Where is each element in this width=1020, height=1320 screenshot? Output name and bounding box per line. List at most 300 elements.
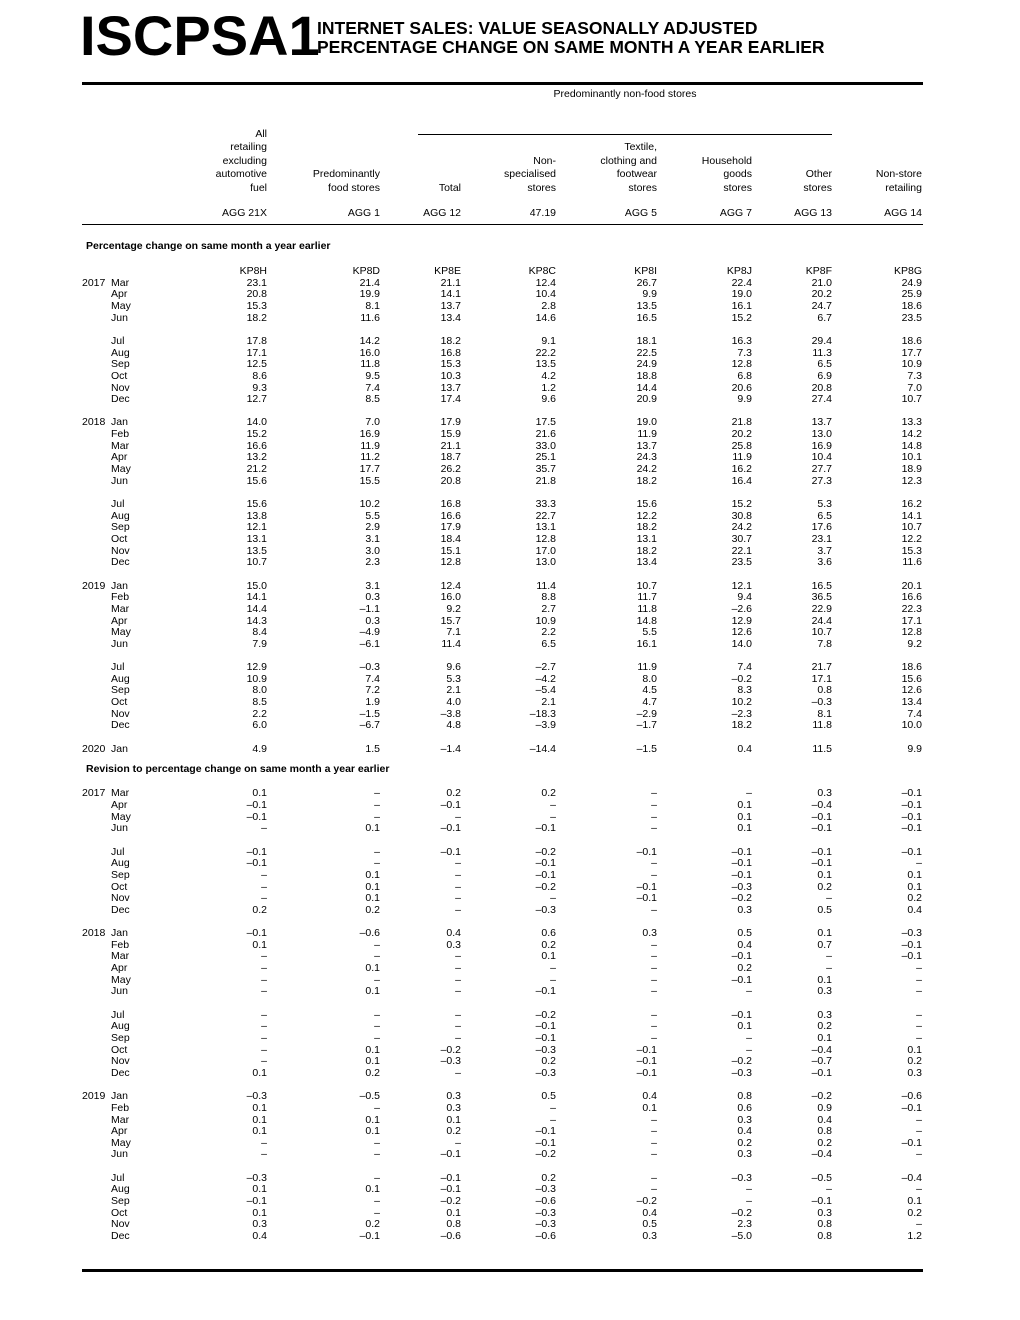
table-cell: 9.3 [252, 381, 267, 394]
table-cell: – [455, 810, 461, 823]
table-cell: – [374, 1148, 380, 1161]
table-cell: –0.1 [731, 845, 752, 858]
table-cell: 23.1 [811, 532, 832, 545]
table-cell: –0.1 [636, 880, 657, 893]
column-header: Textile, clothing and footwear stores [600, 141, 657, 194]
table-cell: 25.8 [731, 439, 752, 452]
table-cell: – [261, 822, 267, 835]
table-cell: – [746, 1195, 752, 1208]
row-year: 2017 [82, 787, 106, 800]
row-month: Mar [111, 602, 130, 615]
row-month: Apr [111, 451, 128, 464]
table-cell: – [916, 1008, 922, 1021]
table-cell: –0.1 [535, 1136, 556, 1149]
table-cell: 0.8 [737, 1090, 752, 1103]
table-cell: – [261, 950, 267, 963]
top-rule [82, 82, 923, 85]
table-cell: –4.2 [535, 672, 556, 685]
row-month: Oct [111, 1206, 128, 1219]
table-cell: 0.1 [252, 1101, 267, 1114]
table-cell: – [261, 868, 267, 881]
column-header: Non- specialised stores [504, 154, 556, 194]
row-month: May [111, 973, 131, 986]
table-cell: 8.1 [817, 707, 832, 720]
table-cell: 0.1 [817, 868, 832, 881]
table-cell: 16.9 [359, 428, 380, 441]
table-cell: 13.7 [636, 439, 657, 452]
table-cell: 7.2 [365, 684, 380, 697]
table-cell: 7.8 [817, 637, 832, 650]
table-cell: 18.6 [901, 299, 922, 312]
table-cell: 12.4 [535, 276, 556, 289]
row-month: Jul [111, 334, 125, 347]
table-cell: –1.5 [359, 707, 380, 720]
row-month: Jun [111, 822, 128, 835]
table-cell: 25.1 [535, 451, 556, 464]
table-cell: 0.1 [817, 927, 832, 940]
table-cell: 7.4 [907, 707, 922, 720]
table-cell: – [826, 950, 832, 963]
table-cell: – [374, 1171, 380, 1184]
table-cell: 16.0 [440, 591, 461, 604]
table-cell: –0.1 [811, 1066, 832, 1079]
table-cell: –2.6 [731, 602, 752, 615]
table-cell: 0.5 [737, 927, 752, 940]
table-cell: – [455, 892, 461, 905]
row-month: Aug [111, 1183, 130, 1196]
table-cell: – [651, 1125, 657, 1138]
table-cell: 0.1 [737, 810, 752, 823]
row-month: Nov [111, 381, 130, 394]
row-month: Jul [111, 1008, 125, 1021]
table-cell: 23.5 [731, 556, 752, 569]
table-cell: 0.1 [365, 1125, 380, 1138]
table-cell: –0.6 [901, 1090, 922, 1103]
table-cell: 0.3 [817, 1008, 832, 1021]
table-cell: 2.7 [541, 602, 556, 615]
table-cell: 16.5 [811, 579, 832, 592]
table-cell: 17.0 [535, 544, 556, 557]
table-cell: 4.8 [446, 719, 461, 732]
table-cell: 11.9 [637, 428, 657, 441]
table-cell: – [826, 962, 832, 975]
table-cell: – [261, 1031, 267, 1044]
table-cell: –0.1 [901, 950, 922, 963]
table-cell: 26.2 [440, 463, 461, 476]
table-cell: 11.3 [812, 346, 832, 359]
column-agg-code: AGG 13 [794, 207, 832, 219]
table-cell: 15.6 [246, 474, 267, 487]
table-cell: 0.2 [907, 1055, 922, 1068]
table-cell: 16.8 [440, 346, 461, 359]
table-cell: 5.3 [446, 672, 461, 685]
table-cell: – [651, 810, 657, 823]
table-cell: 10.9 [246, 672, 267, 685]
table-cell: 21.2 [246, 463, 267, 476]
table-cell: – [374, 798, 380, 811]
table-cell: – [374, 1031, 380, 1044]
table-cell: –0.1 [440, 798, 461, 811]
table-cell: – [455, 1008, 461, 1021]
table-cell: –0.2 [535, 1008, 556, 1021]
row-month: Nov [111, 1055, 130, 1068]
row-month: Sep [111, 868, 130, 881]
table-cell: 21.1 [440, 276, 461, 289]
table-cell: – [550, 962, 556, 975]
row-month: May [111, 299, 131, 312]
table-cell: – [550, 892, 556, 905]
table-cell: 9.6 [446, 661, 461, 674]
table-cell: 9.1 [541, 334, 556, 347]
row-month: Apr [111, 798, 128, 811]
table-cell: 0.1 [737, 798, 752, 811]
table-cell: – [374, 857, 380, 870]
table-cell: 13.3 [901, 416, 922, 429]
table-cell: 19.0 [636, 416, 657, 429]
table-cell: 15.6 [246, 498, 267, 510]
table-cell: 21.7 [811, 661, 832, 674]
table-cell: –0.2 [636, 1195, 657, 1208]
table-cell: 0.3 [737, 1113, 752, 1126]
table-cell: 24.9 [636, 358, 657, 371]
table-cell: – [455, 880, 461, 893]
title-line-2: PERCENTAGE CHANGE ON SAME MONTH A YEAR EARLIER [317, 37, 825, 57]
table-cell: 2.1 [446, 684, 461, 697]
table-cell: 14.2 [901, 428, 922, 441]
table-cell: 0.4 [642, 1206, 657, 1219]
table-cell: 23.1 [246, 276, 267, 289]
table-cell: –0.1 [731, 868, 752, 881]
row-month: Sep [111, 1195, 130, 1208]
table-cell: 12.3 [901, 474, 922, 487]
table-cell: 0.6 [541, 927, 556, 940]
table-code: ISCPSA1 [80, 4, 320, 67]
table-cell: 21.8 [731, 416, 752, 429]
table-cell: 3.6 [817, 556, 832, 569]
table-cell: –0.2 [731, 1206, 752, 1219]
table-cell: 20.2 [811, 288, 832, 301]
table-cell: –1.5 [636, 742, 657, 755]
table-cell: 13.5 [535, 358, 556, 371]
table-cell: 13.7 [440, 381, 461, 394]
table-cell: 12.6 [731, 626, 752, 639]
row-month: Dec [111, 393, 130, 406]
table-cell: 17.9 [440, 521, 461, 534]
column-header: Predominantly food stores [312, 168, 380, 194]
row-year: 2019 [82, 579, 106, 592]
table-cell: 8.8 [541, 591, 556, 604]
table-cell: 12.8 [901, 626, 922, 639]
table-cell: 20.1 [901, 579, 922, 592]
table-cell: 0.2 [541, 1171, 556, 1184]
table-cell: 0.4 [737, 742, 752, 755]
section-title: Percentage change on same month a year earlier [86, 240, 331, 252]
table-cell: 14.1 [440, 288, 461, 301]
table-cell: – [651, 950, 657, 963]
table-cell: 0.1 [817, 1031, 832, 1044]
row-month: Jan [111, 742, 128, 755]
table-cell: 11.6 [902, 556, 922, 569]
table-cell: 16.6 [901, 591, 922, 604]
table-cell: – [916, 1125, 922, 1138]
table-cell: 12.7 [246, 393, 267, 406]
table-cell: –0.1 [636, 1043, 657, 1056]
table-cell: 2.1 [541, 696, 556, 709]
table-cell: 6.8 [737, 369, 752, 382]
table-cell: – [455, 973, 461, 986]
table-cell: 18.2 [731, 719, 752, 732]
table-cell: – [916, 1218, 922, 1231]
table-cell: –0.1 [731, 973, 752, 986]
table-cell: 7.3 [737, 346, 752, 359]
table-cell: 10.7 [636, 579, 657, 592]
table-cell: –0.1 [535, 1020, 556, 1033]
table-cell: 24.2 [636, 463, 657, 476]
table-cell: 16.5 [636, 311, 657, 324]
table-cell: 0.2 [446, 787, 461, 800]
table-cell: 15.6 [636, 498, 657, 510]
table-cell: –0.1 [440, 822, 461, 835]
table-cell: –0.1 [731, 950, 752, 963]
table-cell: 15.2 [246, 428, 267, 441]
table-cell: 12.1 [246, 521, 267, 534]
table-cell: 17.1 [811, 672, 832, 685]
table-cell: 0.2 [541, 787, 556, 800]
table-cell: 8.6 [252, 369, 267, 382]
table-cell: –0.5 [811, 1171, 832, 1184]
table-cell: 10.2 [731, 696, 752, 709]
series-id: KP8F [805, 265, 832, 277]
table-cell: 0.2 [737, 1136, 752, 1149]
row-year: 2017 [82, 276, 106, 289]
table-cell: 1.9 [365, 696, 380, 709]
table-cell: 22.4 [731, 276, 752, 289]
table-cell: 0.3 [737, 1148, 752, 1161]
row-month: May [111, 626, 131, 639]
table-cell: 2.9 [365, 521, 380, 534]
table-cell: 0.3 [907, 1066, 922, 1079]
table-cell: – [651, 1020, 657, 1033]
table-cell: –0.1 [811, 810, 832, 823]
table-cell: 12.8 [731, 358, 752, 371]
table-cell: 0.1 [252, 1125, 267, 1138]
row-month: Jul [111, 845, 125, 858]
table-cell: –0.1 [440, 845, 461, 858]
table-cell: 6.7 [817, 311, 832, 324]
table-cell: –0.3 [246, 1171, 267, 1184]
row-month: Feb [111, 938, 130, 951]
table-cell: 11.4 [536, 579, 556, 592]
column-agg-code: AGG 12 [423, 207, 461, 219]
table-cell: 0.2 [907, 892, 922, 905]
table-cell: – [916, 962, 922, 975]
table-cell: –0.1 [246, 810, 267, 823]
table-cell: –0.3 [535, 1206, 556, 1219]
table-cell: – [651, 822, 657, 835]
table-cell: 0.1 [365, 822, 380, 835]
table-cell: 17.8 [246, 334, 267, 347]
table-cell: 14.0 [246, 416, 267, 429]
table-cell: 15.5 [359, 474, 380, 487]
table-cell: 18.2 [636, 544, 657, 557]
row-month: Feb [111, 1101, 130, 1114]
table-cell: – [651, 903, 657, 916]
table-cell: 14.3 [246, 614, 267, 627]
table-cell: –0.3 [535, 1183, 556, 1196]
table-cell: 9.2 [446, 602, 461, 615]
table-cell: – [455, 868, 461, 881]
table-cell: 14.1 [901, 509, 922, 522]
row-month: Jan [111, 1090, 128, 1103]
table-cell: – [651, 787, 657, 800]
table-cell: – [916, 1183, 922, 1196]
row-month: Jan [111, 579, 128, 592]
table-cell: 7.4 [737, 661, 752, 674]
table-cell: 0.3 [365, 591, 380, 604]
table-cell: –0.6 [359, 927, 380, 940]
table-cell: 14.2 [359, 334, 380, 347]
table-cell: – [374, 1206, 380, 1219]
table-cell: 33.0 [535, 439, 556, 452]
table-cell: – [261, 1008, 267, 1021]
table-cell: 4.2 [541, 369, 556, 382]
table-cell: 8.0 [642, 672, 657, 685]
table-cell: 13.5 [636, 299, 657, 312]
table-cell: 0.4 [252, 1230, 267, 1242]
table-cell: 35.7 [535, 463, 556, 476]
table-cell: 13.7 [440, 299, 461, 312]
table-cell: – [374, 973, 380, 986]
table-cell: 0.1 [252, 1183, 267, 1196]
column-header: Non-store retailing [875, 168, 922, 194]
table-cell: 22.7 [535, 509, 556, 522]
table-cell: 7.4 [365, 672, 380, 685]
table-cell: 0.4 [907, 903, 922, 916]
table-cell: –0.2 [440, 1195, 461, 1208]
table-cell: –0.1 [901, 822, 922, 835]
table-cell: 8.5 [365, 393, 380, 406]
table-cell: –0.1 [535, 985, 556, 998]
table-cell: –0.6 [535, 1230, 556, 1242]
table-cell: –0.2 [440, 1043, 461, 1056]
table-cell: 12.2 [901, 532, 922, 545]
table-cell: 0.2 [737, 962, 752, 975]
table-cell: –0.3 [901, 927, 922, 940]
table-cell: 10.7 [901, 393, 922, 406]
table-cell: –0.4 [811, 1148, 832, 1161]
row-year: 2020 [82, 742, 106, 755]
table-cell: 16.1 [636, 637, 657, 650]
table-cell: 0.5 [642, 1218, 657, 1231]
table-cell: 10.9 [535, 614, 556, 627]
table-cell: –1.7 [636, 719, 657, 732]
table-cell: – [455, 985, 461, 998]
table-cell: 0.3 [737, 903, 752, 916]
table-cell: –0.3 [811, 696, 832, 709]
table-cell: 6.9 [817, 369, 832, 382]
table-cell: 0.5 [817, 903, 832, 916]
table-cell: 0.6 [737, 1101, 752, 1114]
table-cell: –0.3 [246, 1090, 267, 1103]
table-cell: 13.0 [535, 556, 556, 569]
table-cell: 0.2 [252, 903, 267, 916]
table-cell: –0.7 [811, 1055, 832, 1068]
table-cell: 4.5 [642, 684, 657, 697]
table-cell: 9.6 [541, 393, 556, 406]
table-cell: 0.1 [365, 1055, 380, 1068]
column-agg-code: AGG 5 [624, 207, 657, 219]
table-cell: –0.1 [731, 857, 752, 870]
column-agg-code: AGG 1 [347, 207, 380, 219]
row-month: Aug [111, 509, 130, 522]
table-cell: 13.1 [535, 521, 556, 534]
table-cell: 22.3 [901, 602, 922, 615]
table-cell: 21.4 [359, 276, 380, 289]
table-cell: –0.3 [731, 1171, 752, 1184]
table-cell: 15.6 [901, 672, 922, 685]
table-cell: – [374, 810, 380, 823]
table-cell: 10.0 [901, 719, 922, 732]
table-cell: 13.0 [811, 428, 832, 441]
table-cell: 1.2 [907, 1230, 922, 1242]
table-cell: 15.1 [440, 544, 461, 557]
table-cell: 0.8 [817, 684, 832, 697]
table-cell: 7.9 [252, 637, 267, 650]
table-cell: – [261, 1055, 267, 1068]
row-month: Jun [111, 311, 128, 324]
section-title: Revision to percentage change on same month a year earlier [86, 763, 390, 776]
table-cell: – [261, 880, 267, 893]
table-cell: 26.7 [636, 276, 657, 289]
table-cell: 21.6 [535, 428, 556, 441]
row-month: May [111, 1136, 131, 1149]
table-cell: 20.2 [731, 428, 752, 441]
table-cell: 0.1 [365, 880, 380, 893]
table-cell: 11.7 [637, 591, 657, 604]
row-month: Jun [111, 985, 128, 998]
table-cell: –0.3 [535, 1066, 556, 1079]
table-cell: 0.1 [252, 938, 267, 951]
table-cell: – [651, 1008, 657, 1021]
table-cell: – [746, 1183, 752, 1196]
table-cell: 0.1 [907, 880, 922, 893]
table-cell: – [261, 985, 267, 998]
table-cell: – [916, 1031, 922, 1044]
table-cell: –2.3 [731, 707, 752, 720]
row-month: Sep [111, 358, 130, 371]
table-cell: 0.8 [817, 1125, 832, 1138]
table-cell: 12.8 [440, 556, 461, 569]
row-month: Mar [111, 276, 130, 289]
table-cell: 11.4 [441, 637, 461, 650]
table-cell: 19.9 [359, 288, 380, 301]
table-cell: 15.3 [901, 544, 922, 557]
table-cell: –0.6 [440, 1230, 461, 1242]
table-cell: 20.8 [811, 381, 832, 394]
series-id: KP8E [434, 265, 461, 277]
table-cell: 9.9 [737, 393, 752, 406]
series-id: KP8J [726, 265, 752, 277]
table-cell: –0.4 [901, 1171, 922, 1184]
table-cell: 8.5 [252, 696, 267, 709]
table-cell: – [746, 1043, 752, 1056]
table-cell: – [916, 973, 922, 986]
table-cell: 0.3 [365, 614, 380, 627]
table-cell: 13.5 [246, 544, 267, 557]
table-cell: 0.1 [907, 1043, 922, 1056]
table-cell: 18.8 [636, 369, 657, 382]
table-cell: 1.5 [365, 742, 380, 755]
